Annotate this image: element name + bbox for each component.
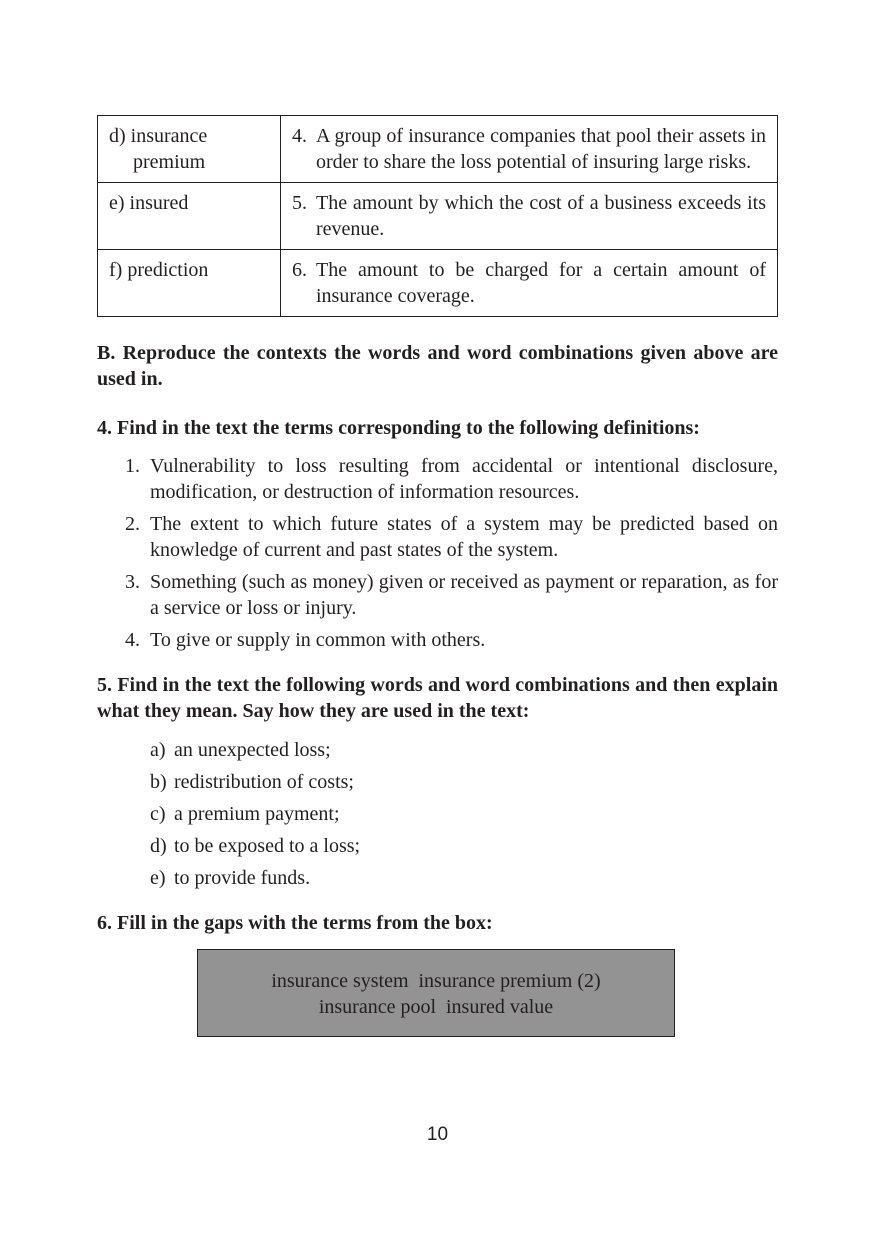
list-item-text: Vulnerability to loss resulting from accidental or intentional disclosure, modification, or destruction of information resources. <box>150 455 778 503</box>
section-6-heading: 6. Fill in the gaps with the terms from the box: <box>97 912 493 934</box>
list-item <box>150 769 778 795</box>
matching-table <box>97 115 778 317</box>
section-b-heading: B. Reproduce the contexts the words and word combinations given above are used in. <box>97 342 778 390</box>
term-cell <box>98 250 281 317</box>
definitions-list <box>97 453 778 653</box>
term-cell <box>98 183 281 250</box>
list-item-letter: a) <box>150 739 166 761</box>
list-item-number: 1. <box>125 455 140 477</box>
table-row <box>98 183 778 250</box>
list-item-text: To give or supply in common with others. <box>150 629 486 651</box>
definition-cell <box>281 116 778 183</box>
definition-cell <box>281 183 778 250</box>
list-item <box>125 453 778 505</box>
terms-box-line: insurance pool insured value <box>318 996 554 1018</box>
list-item <box>125 511 778 563</box>
list-item-number: 2. <box>125 513 140 535</box>
terms-box-line: insurance system insurance premium (2) <box>271 970 601 992</box>
list-item <box>125 569 778 621</box>
list-item-text: Something (such as money) given or received as payment or reparation, as for a service or loss or injury. <box>150 571 778 619</box>
table-row <box>98 116 778 183</box>
term-cell <box>98 116 281 183</box>
list-item-number: 3. <box>125 571 140 593</box>
page-number: 10 <box>426 1124 449 1145</box>
page-content <box>97 115 778 1037</box>
term-text: f) prediction <box>109 259 209 281</box>
list-item-text: to be exposed to a loss; <box>174 835 361 857</box>
list-item-text: to provide funds. <box>174 867 311 889</box>
list-item-letter: e) <box>150 867 166 889</box>
list-item-number: 4. <box>125 629 140 651</box>
terms-box <box>197 949 675 1037</box>
list-item-text: redistribution of costs; <box>174 771 354 793</box>
table-row <box>98 250 778 317</box>
word-combinations-list <box>97 737 778 891</box>
list-item <box>150 737 778 763</box>
section-4-heading: 4. Find in the text the terms corresponding to the following definitions: <box>97 417 700 439</box>
definition-text: A group of insurance companies that pool their assets in order to share the loss potential of insuring large risks. <box>316 125 766 173</box>
list-item <box>150 801 778 827</box>
term-text: e) insured <box>109 192 189 214</box>
list-item-letter: d) <box>150 835 167 857</box>
list-item <box>125 627 778 653</box>
definition-cell <box>281 250 778 317</box>
definition-text: The amount by which the cost of a business exceeds its revenue. <box>316 192 766 240</box>
list-item <box>150 865 778 891</box>
list-item-text: a premium payment; <box>174 803 340 825</box>
list-item-text: an unexpected loss; <box>174 739 331 761</box>
list-item-letter: b) <box>150 771 167 793</box>
term-text: d) insurance premium <box>109 125 208 173</box>
definition-number: 4. <box>292 125 307 147</box>
list-item <box>150 833 778 859</box>
definition-number: 5. <box>292 192 307 214</box>
list-item-text: The extent to which future states of a system may be predicted based on knowledge of current and past states of the system. <box>150 513 778 561</box>
definition-text: The amount to be charged for a certain amount of insurance coverage. <box>316 259 766 307</box>
definition-number: 6. <box>292 259 307 281</box>
section-5-heading: 5. Find in the text the following words and word combinations and then explain what they mean. Say how they are used in the text: <box>97 674 778 722</box>
list-item-letter: c) <box>150 803 166 825</box>
